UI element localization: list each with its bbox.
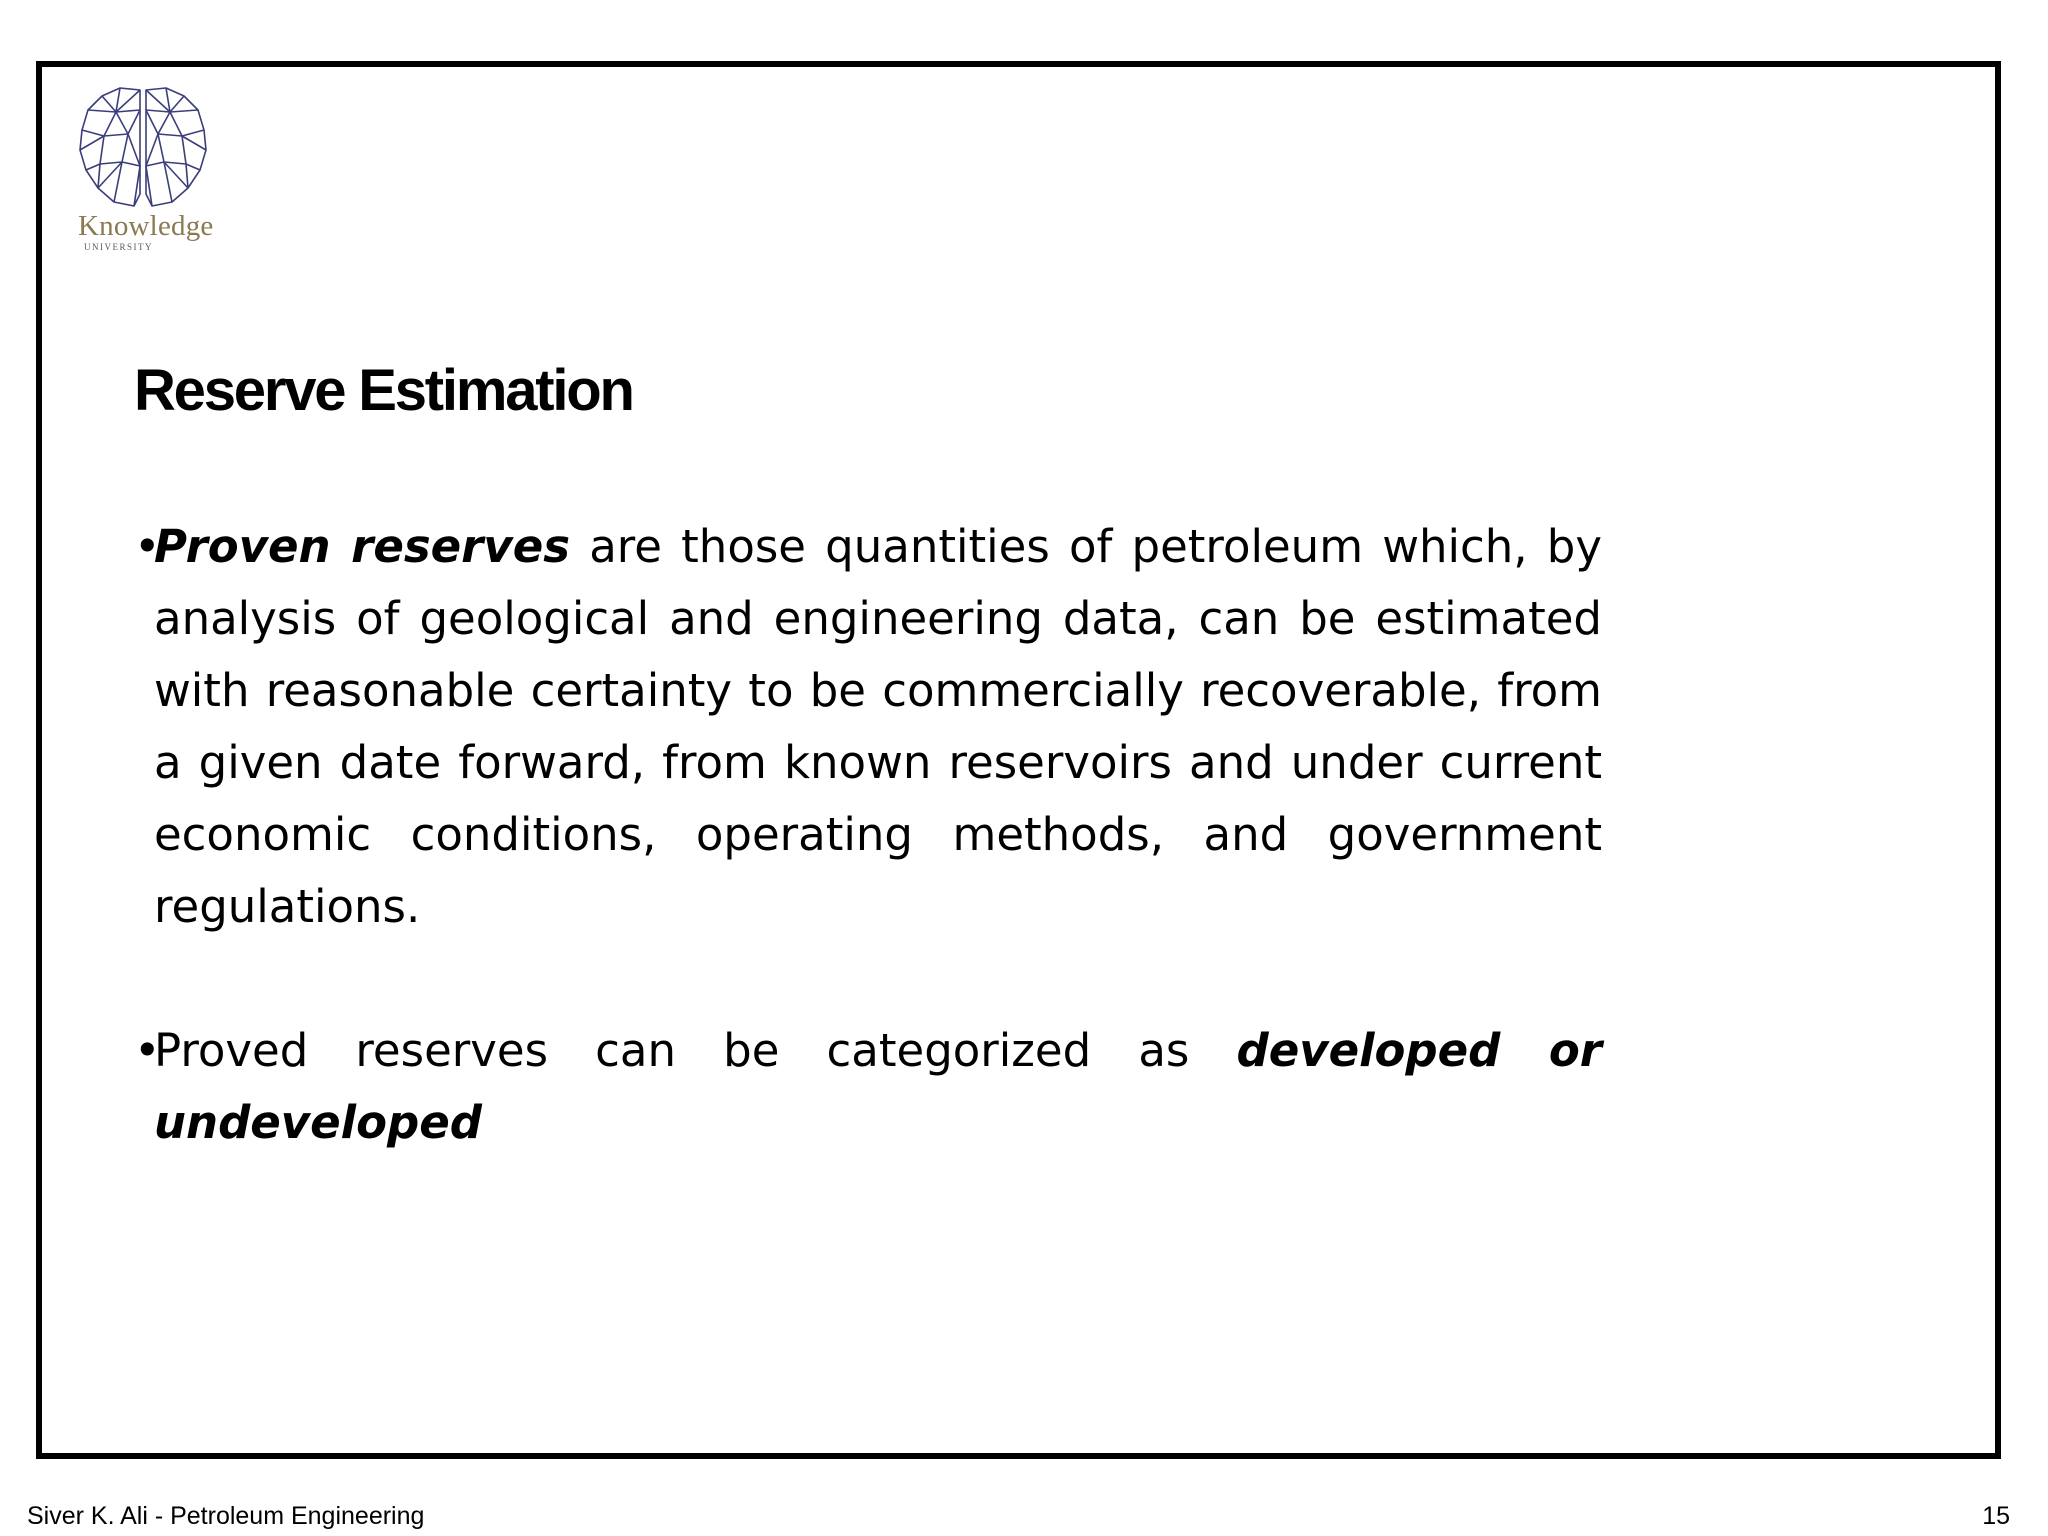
- bullet-emphasis: Proven reserves: [154, 520, 570, 573]
- bullet-proven-reserves: [134, 511, 1602, 943]
- footer-author: Siver K. Ali - Petroleum Engineering: [27, 1502, 425, 1530]
- slide-title: Reserve Estimation: [134, 358, 633, 423]
- bullet-text: are those quantities of petroleum which, by analysis of geological and engineering data, can be estimated with reasonable certainty to be commercially recoverable, from a given date forward, from known reservoirs and under current economic conditions, operating methods, and government regulations.: [154, 520, 1602, 933]
- bullet-categories: [134, 1015, 1602, 1159]
- page-number: 15: [1982, 1502, 2010, 1530]
- brain-network-icon: [76, 84, 210, 210]
- logo-subtitle: UNIVERSITY: [84, 242, 153, 252]
- university-logo: [76, 84, 226, 254]
- bullet-emphasis: developed or undeveloped: [154, 1024, 1602, 1149]
- bullet-text: Proved reserves can be categorized as: [154, 1024, 1237, 1077]
- bullet-dot: •: [134, 1024, 161, 1077]
- bullet-list: [134, 511, 1602, 1159]
- logo-name: Knowledge: [78, 210, 214, 242]
- bullet-dot: •: [134, 520, 161, 573]
